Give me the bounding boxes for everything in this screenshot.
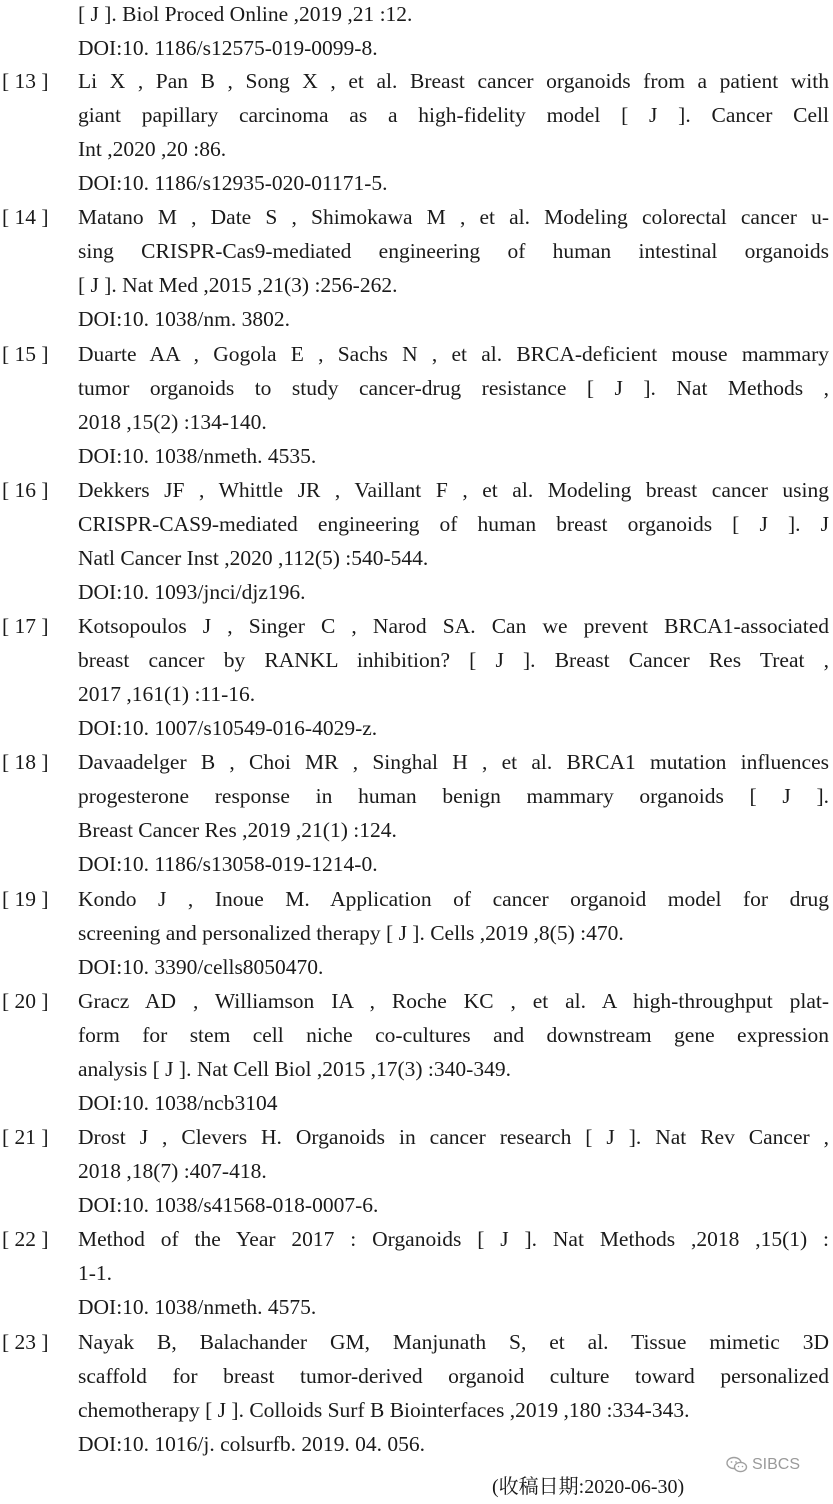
reference-line: Kondo J , Inoue M. Application of cancer organoid model for drug (78, 887, 829, 911)
reference-line: Matano M , Date S , Shimokawa M , et al. Modeling colorectal cancer u- (78, 205, 829, 229)
reference-line: DOI:10. 1038/nm. 3802. (78, 307, 291, 331)
reference-line: CRISPR-CAS9-mediated engineering of human breast organoids [ J ]. J (78, 512, 829, 536)
reference-line: progesterone response in human benign mammary organoids [ J ]. (78, 784, 829, 808)
reference-line: 2018 ,18(7) :407-418. (78, 1159, 267, 1183)
reference-number: [ 20 ] (2, 989, 49, 1013)
reference-line: breast cancer by RANKL inhibition? [ J ]. Breast Cancer Res Treat , (78, 648, 829, 672)
reference-number: [ 23 ] (2, 1330, 49, 1354)
reference-line: Davaadelger B , Choi MR , Singhal H , et al. BRCA1 mutation influences (78, 750, 829, 774)
reference-number: [ 16 ] (2, 478, 49, 502)
reference-line: screening and personalized therapy [ J ]. Cells ,2019 ,8(5) :470. (78, 921, 624, 945)
reference-number: [ 22 ] (2, 1227, 49, 1251)
reference-line: Drost J , Clevers H. Organoids in cancer research [ J ]. Nat Rev Cancer , (78, 1125, 829, 1149)
reference-line: Duarte AA , Gogola E , Sachs N , et al. BRCA-deficient mouse mammary (78, 342, 829, 366)
reference-line: DOI:10. 1038/s41568-018-0007-6. (78, 1193, 379, 1217)
reference-line: DOI:10. 1093/jnci/djz196. (78, 580, 306, 604)
reference-line: 2018 ,15(2) :134-140. (78, 410, 267, 434)
reference-line: Dekkers JF , Whittle JR , Vaillant F , et al. Modeling breast cancer using (78, 478, 829, 502)
reference-number: [ 17 ] (2, 614, 49, 638)
reference-number: [ 15 ] (2, 342, 49, 366)
reference-line: chemotherapy [ J ]. Colloids Surf B Biointerfaces ,2019 ,180 :334-343. (78, 1398, 690, 1422)
reference-line: Method of the Year 2017 : Organoids [ J ]. Nat Methods ,2018 ,15(1) : (78, 1227, 829, 1251)
reference-line: Int ,2020 ,20 :86. (78, 137, 227, 161)
reference-number: [ 21 ] (2, 1125, 49, 1149)
reference-line: giant papillary carcinoma as a high-fidelity model [ J ]. Cancer Cell (78, 103, 829, 127)
reference-line: Breast Cancer Res ,2019 ,21(1) :124. (78, 818, 397, 842)
reference-line: DOI:10. 1038/nmeth. 4535. (78, 444, 317, 468)
reference-line: analysis [ J ]. Nat Cell Biol ,2015 ,17(3) :340-349. (78, 1057, 511, 1081)
reference-line: Nayak B, Balachander GM, Manjunath S, et al. Tissue mimetic 3D (78, 1330, 829, 1354)
reference-line: DOI:10. 1038/nmeth. 4575. (78, 1295, 317, 1319)
reference-line: DOI:10. 1016/j. colsurfb. 2019. 04. 056. (78, 1432, 425, 1456)
reference-line: [ J ]. Nat Med ,2015 ,21(3) :256-262. (78, 273, 398, 297)
reference-line: sing CRISPR-Cas9-mediated engineering of human intestinal organoids (78, 239, 829, 263)
reference-line: form for stem cell niche co-cultures and downstream gene expression (78, 1023, 829, 1047)
reference-number: [ 14 ] (2, 205, 49, 229)
reference-line: DOI:10. 1186/s13058-019-1214-0. (78, 852, 378, 876)
reference-line: DOI:10. 3390/cells8050470. (78, 955, 324, 979)
reference-line: 1-1. (78, 1261, 113, 1285)
reference-line: Li X , Pan B , Song X , et al. Breast cancer organoids from a patient with (78, 69, 829, 93)
reference-line: DOI:10. 1038/ncb3104 (78, 1091, 278, 1115)
reference-line: Natl Cancer Inst ,2020 ,112(5) :540-544. (78, 546, 429, 570)
reference-line: DOI:10. 1186/s12575-019-0099-8. (78, 36, 378, 60)
wechat-icon (726, 1456, 748, 1474)
reference-number: [ 18 ] (2, 750, 49, 774)
reference-line: 2017 ,161(1) :11-16. (78, 682, 256, 706)
reference-line: scaffold for breast tumor-derived organoid culture toward personalized (78, 1364, 829, 1388)
reference-line: Gracz AD , Williamson IA , Roche KC , et al. A high-throughput plat- (78, 989, 829, 1013)
reference-line: [ J ]. Biol Proced Online ,2019 ,21 :12. (78, 2, 413, 26)
reference-number: [ 13 ] (2, 69, 49, 93)
reference-number: [ 19 ] (2, 887, 49, 911)
reference-line: Kotsopoulos J , Singer C , Narod SA. Can we prevent BRCA1-associated (78, 614, 829, 638)
reference-line: DOI:10. 1186/s12935-020-01171-5. (78, 171, 388, 195)
watermark (726, 1456, 800, 1474)
watermark-text: SIBCS (752, 1456, 801, 1473)
reference-line: DOI:10. 1007/s10549-016-4029-z. (78, 716, 378, 740)
reference-line: tumor organoids to study cancer-drug resistance [ J ]. Nat Methods , (78, 376, 829, 400)
received-date: (收稿日期:2020-06-30) (492, 1476, 685, 1498)
